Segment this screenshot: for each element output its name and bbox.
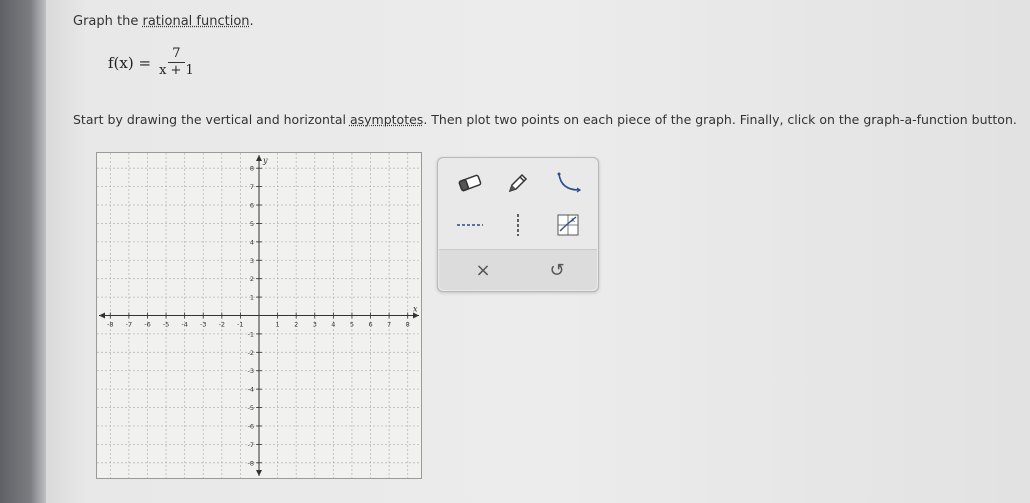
x-tick-label: -4 — [181, 320, 188, 329]
instructions-text-2: . Then plot two points on each piece of the graph. Finally, click on the graph-a-function button. — [423, 112, 1017, 127]
x-axis-label: x — [413, 304, 418, 314]
y-tick-label: -1 — [247, 330, 254, 339]
question-title — [73, 14, 254, 29]
x-tick-label: -5 — [162, 320, 170, 329]
curve-tool-icon[interactable] — [550, 168, 586, 198]
graph-function-icon[interactable] — [550, 210, 586, 240]
title-period: . — [249, 14, 254, 29]
y-tick-label: -6 — [247, 422, 254, 431]
x-tick-label: 7 — [387, 320, 392, 329]
x-tick-label: 6 — [368, 320, 373, 329]
y-tick-label: -5 — [247, 404, 254, 413]
x-axis-arrow-left — [99, 313, 105, 319]
y-tick-label: -4 — [247, 385, 254, 394]
y-axis-arrow-down — [256, 470, 262, 476]
clear-button[interactable]: × — [475, 259, 491, 281]
x-tick-label: 4 — [331, 320, 336, 329]
y-tick-label: 6 — [249, 201, 254, 210]
x-tick-label: 8 — [405, 320, 410, 329]
y-tick-label: 5 — [249, 219, 254, 228]
coordinate-graph[interactable] — [96, 152, 422, 479]
x-tick-label: 2 — [294, 320, 299, 329]
eraser-icon[interactable] — [452, 168, 488, 198]
horizontal-asymptote-icon[interactable] — [452, 210, 488, 240]
pencil-icon[interactable] — [500, 168, 536, 198]
y-axis-label: y — [263, 156, 268, 165]
fraction-denominator: x + 1 — [159, 63, 194, 78]
y-axis-arrow-up — [256, 155, 262, 161]
y-tick-label: -8 — [247, 459, 254, 468]
instructions — [73, 112, 1023, 127]
x-tick-label: 5 — [349, 320, 355, 329]
x-tick-label: -1 — [237, 320, 244, 329]
y-tick-label: 2 — [249, 275, 254, 284]
formula-lhs: f(x) = — [108, 53, 152, 72]
graph-toolbox — [437, 157, 599, 292]
toolbox-actions — [439, 249, 597, 290]
graph-canvas[interactable] — [97, 153, 421, 478]
x-tick-label: -7 — [125, 320, 133, 329]
y-tick-label: -7 — [247, 440, 254, 449]
function-formula — [108, 46, 198, 79]
y-tick-label: -2 — [247, 348, 254, 357]
x-tick-label: 1 — [275, 320, 280, 329]
rational-function-link[interactable]: rational function — [142, 14, 250, 29]
x-tick-label: -2 — [218, 320, 226, 329]
y-tick-label: 3 — [249, 256, 254, 265]
vertical-asymptote-icon[interactable] — [500, 210, 536, 240]
y-tick-label: 4 — [249, 238, 254, 247]
x-tick-label: -6 — [144, 320, 151, 329]
x-tick-label: -8 — [107, 320, 114, 329]
y-tick-label: 8 — [249, 164, 254, 173]
instructions-text-1: Start by drawing the vertical and horizontal — [73, 112, 346, 127]
y-tick-label: -3 — [247, 367, 254, 376]
fraction — [155, 46, 198, 79]
svg-text:x: x — [571, 216, 576, 224]
y-tick-label: 1 — [249, 293, 254, 302]
y-tick-label: 7 — [249, 183, 254, 192]
fraction-numerator: 7 — [168, 46, 184, 63]
asymptotes-link[interactable]: asymptotes — [349, 112, 424, 127]
title-text: Graph the — [73, 14, 139, 29]
x-tick-label: 3 — [312, 320, 317, 329]
undo-button[interactable]: ↺ — [549, 259, 565, 281]
x-tick-label: -3 — [199, 320, 207, 329]
